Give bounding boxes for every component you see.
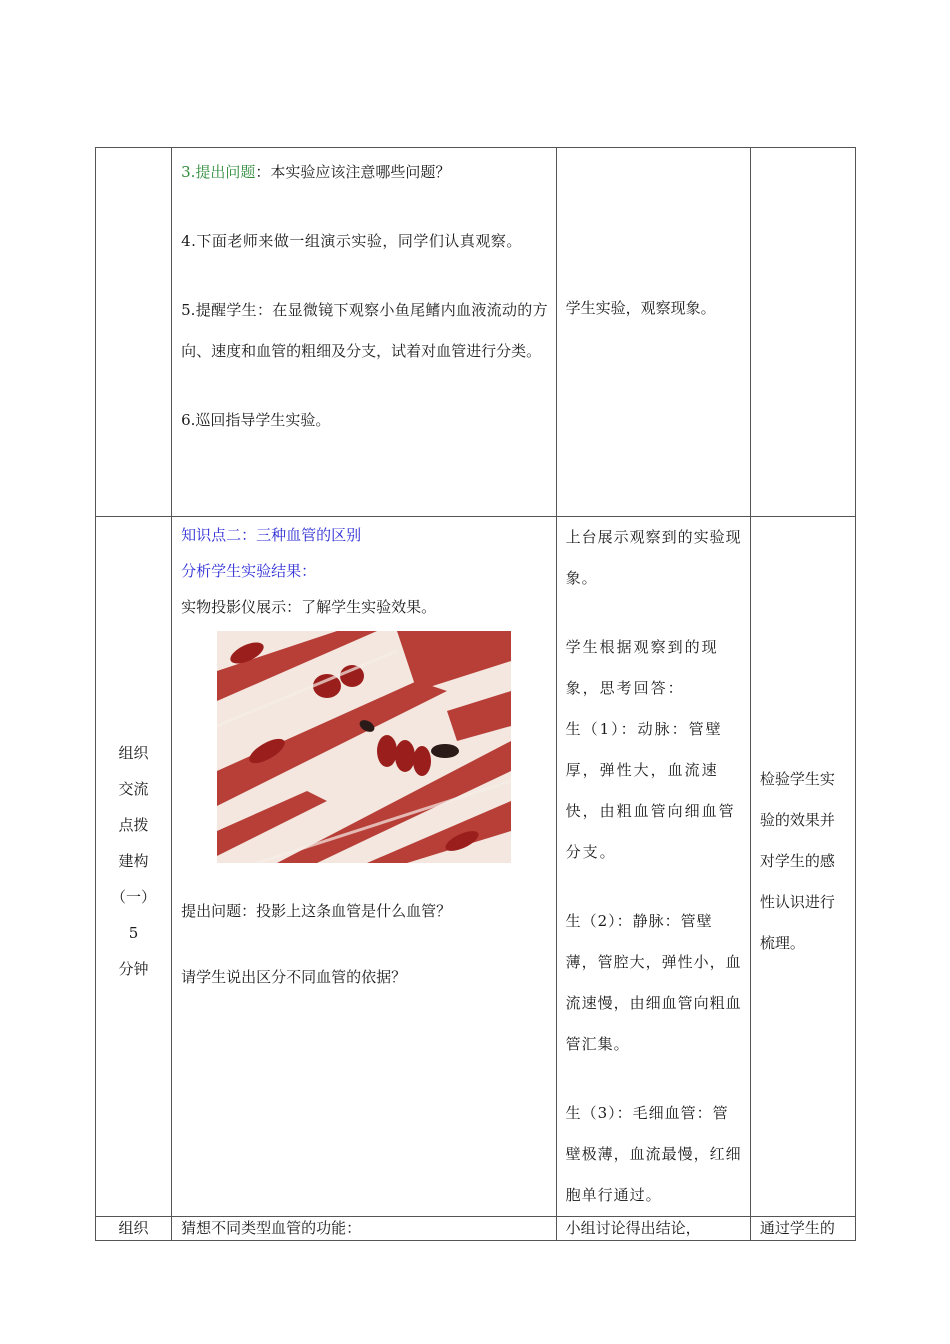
intent-text: 检验学生实验的效果并对学生的感性认识进行梳理。 [759, 770, 835, 952]
guess-function-text: 猜想不同类型血管的功能： [181, 1219, 362, 1237]
question-3 [181, 152, 548, 193]
stage-line: 组织 [118, 1219, 149, 1237]
analysis-heading: 分析学生实验结果： [181, 562, 317, 580]
stage-cell [96, 148, 172, 517]
question-vessel-type: 提出问题：投影上这条血管是什么血管？ [181, 902, 452, 920]
item-5: 5.提醒学生：在显微镜下观察小鱼尾鳍内血液流动的方向、速度和血管的粗细及分支，试着对血管进行分类。 [181, 301, 548, 360]
stage-line: （一） [111, 888, 157, 906]
stage-cell [96, 517, 172, 1217]
knowledge-point-title: 知识点二：三种血管的区别 [181, 526, 362, 544]
blood-vessel-micrograph [217, 631, 511, 863]
group-discussion-text: 小组讨论得出结论， [565, 1219, 701, 1237]
stage-cell [96, 1217, 172, 1241]
student-p1: 上台展示观察到的实验现象。 [565, 528, 742, 587]
question-3-text: ：本实验应该注意哪些问题？ [255, 163, 451, 181]
table-row [96, 517, 856, 1217]
teacher-activity-cell [172, 1217, 557, 1241]
intent-text: 通过学生的 [759, 1219, 835, 1237]
table-row [96, 148, 856, 517]
item-6: 6.巡回指导学生实验。 [181, 411, 331, 429]
stage-line: 组织 [118, 744, 149, 762]
teacher-activity-cell [172, 517, 557, 1217]
item-4: 4.下面老师来做一组演示实验，同学们认真观察。 [181, 232, 522, 250]
stage-line: 交流 [118, 780, 149, 798]
student-activity-cell [556, 1217, 750, 1241]
student-p3: 生（1）：动脉：管壁厚，弹性大，血流速快，由粗血管向细血管分支。 [565, 720, 736, 861]
student-p2: 学生根据观察到的现象，思考回答： [565, 638, 719, 697]
student-p5: 生（3）：毛细血管：管壁极薄，血流最慢，红细胞单行通过。 [565, 1104, 742, 1204]
projector-text: 实物投影仪展示：了解学生实验效果。 [181, 598, 437, 616]
student-activity-cell [556, 517, 750, 1217]
intent-cell [750, 148, 855, 517]
intent-cell [750, 1217, 855, 1241]
student-activity-text: 学生实验，观察现象。 [565, 299, 716, 317]
teacher-activity-cell [172, 148, 557, 517]
table-row [96, 1217, 856, 1241]
intent-cell [750, 517, 855, 1217]
stage-line: 建构 [118, 852, 149, 870]
question-3-label: 3.提出问题 [181, 163, 256, 181]
lesson-plan-table [95, 147, 856, 1241]
student-activity-cell [556, 148, 750, 517]
stage-line: 5 [128, 924, 139, 942]
question-criteria: 请学生说出区分不同血管的依据？ [181, 968, 407, 986]
stage-line: 点拨 [118, 816, 149, 834]
stage-line: 分钟 [118, 960, 149, 978]
student-p4: 生（2）：静脉：管壁薄，管腔大，弹性小，血流速慢，由细血管向粗血管汇集。 [565, 912, 742, 1053]
